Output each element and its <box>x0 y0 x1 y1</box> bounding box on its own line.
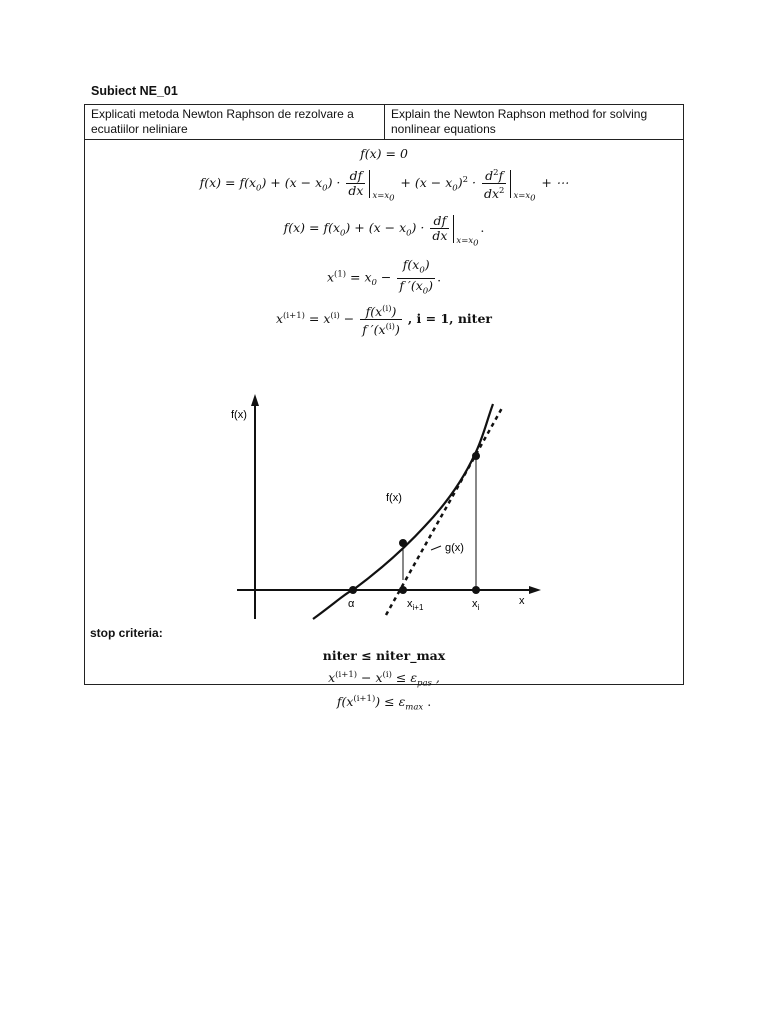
subject-table <box>84 104 684 713</box>
equation-linear-approx: $f(x) = f(x_0) + (x - x_0)$ · $\frac{df}{dx}$ $x=x_0$ . <box>283 213 485 249</box>
tangent-label: g(x) <box>445 542 464 554</box>
stop-criterion-fvalue: $f(x^{(i+1)}) \le \varepsilon_{max}$ . <box>336 694 432 713</box>
x-axis-arrow <box>529 586 541 594</box>
xi1-label: $x_{i+1}$ <box>407 598 424 612</box>
x-axis-label: x <box>519 595 525 607</box>
subject-title: Subiect NE_01 <box>91 84 178 98</box>
root-point <box>349 586 357 594</box>
curve-point-xi <box>472 452 480 460</box>
xi-label: $x_i$ <box>472 598 480 612</box>
header-row <box>85 105 683 140</box>
content-cell <box>85 140 683 713</box>
tangent-pointer <box>431 546 441 550</box>
tangent-line-g <box>386 408 502 615</box>
curve-point-xi1 <box>399 539 407 547</box>
header-english: Explain the Newton Raphson method for solving nonlinear equations <box>391 107 648 136</box>
curve-label: f(x) <box>386 492 402 504</box>
newton-raphson-figure <box>85 140 683 685</box>
stop-criteria-label: stop criteria: <box>90 626 163 640</box>
stop-criterion-niter: niter ≤ niter_max <box>322 648 446 663</box>
equation-fx-zero: f(x) = 0 <box>360 146 408 161</box>
equation-first-iteration: $x^{(1)} = x_0$ − $\frac{f(x_0)}{f '(x_0)}$ . <box>326 257 442 296</box>
equation-taylor-series: $f(x) = f(x_0) + (x - x_0)$ · $\frac{df}{dx}$ $x=x_0$ + $(x - x_0)^2$ · $\frac{d^2f}{dx^2}$ $x=x_0$ + ⋯ <box>199 168 569 204</box>
stop-criterion-step: $x^{(i+1)} - x^{(i)} \le \varepsilon_{pas}$ , <box>328 670 440 689</box>
xi1-point <box>399 586 407 594</box>
y-axis-arrow <box>251 394 259 406</box>
equation-iteration: $x^{(i+1)} = x^{(i)}$ − $\frac{f(x^{(i)})}{f '(x^{(i)})}$ , i = 1, niter <box>275 304 492 338</box>
root-label: α <box>348 598 355 610</box>
y-axis-label: f(x) <box>231 409 247 421</box>
xi-point <box>472 586 480 594</box>
header-romanian: Explicati metoda Newton Raphson de rezolvare a ecuatiilor neliniare <box>85 105 385 139</box>
